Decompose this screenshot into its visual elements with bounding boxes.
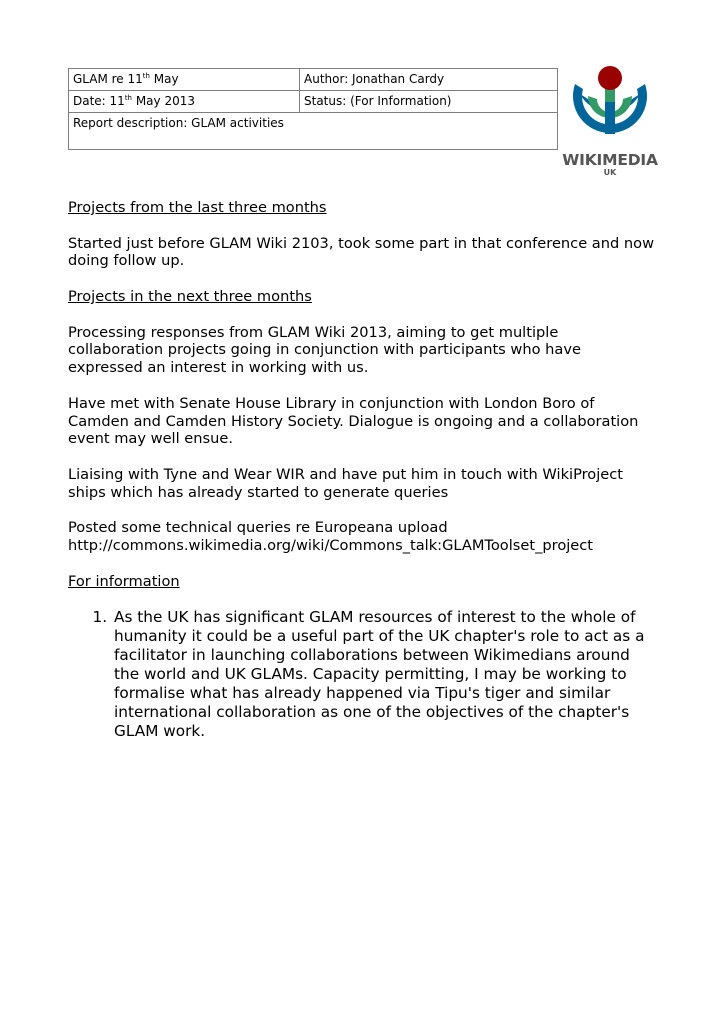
logo-stem-green: [605, 88, 615, 102]
header-row: [69, 113, 558, 150]
list-item: 1. As the UK has significant GLAM resources of interest to the whole of humanity it could be a useful part of the UK chapter's role to act as a facilitator in launching collaborations between Wikimedians around the world and UK GLAMs. Capacity permitting, I may be working to formalise what has already happened via Tipu's tiger and similar international collaboration as one of the objectives of the chapter's GLAM work.: [112, 608, 658, 741]
logo-wordmark: WIKIMEDIA: [562, 151, 658, 169]
commons-link[interactable]: http://commons.wikimedia.org/wiki/Commons_talk:GLAMToolset_project: [68, 537, 594, 555]
paragraph: Liaising with Tyne and Wear WIR and have put him in touch with WikiProject ships which has already started to generate queries: [68, 465, 624, 501]
report-description-cell: Report description: GLAM activities: [69, 113, 558, 150]
paragraph-line: Posted some technical queries re Europeana upload: [68, 519, 448, 537]
report-body: [68, 199, 658, 741]
paragraph: Started just before GLAM Wiki 2103, took some part in that conference and now doing follow up.: [68, 234, 655, 270]
header-row: [69, 69, 558, 91]
date-cell: Date: 11th May 2013: [69, 91, 300, 113]
paragraph: Have met with Senate House Library in conjunction with London Boro of Camden and Camden History Society. Dialogue is ongoing and a collaboration event may well ensue.: [68, 394, 639, 448]
section-heading-last: Projects from the last three months: [68, 199, 327, 216]
logo-red-dot: [598, 66, 622, 90]
wikimedia-uk-logo: [560, 62, 660, 184]
logo-subtitle: UK: [603, 168, 617, 177]
author-cell: Author: Jonathan Cardy: [300, 69, 558, 91]
report-header-table: [68, 68, 558, 150]
section-heading-info: For information: [68, 572, 180, 590]
paragraph: [68, 519, 658, 555]
wikimedia-logo-icon: [560, 62, 660, 152]
status-cell: Status: (For Information): [300, 91, 558, 113]
paragraph: Processing responses from GLAM Wiki 2013, aiming to get multiple collaboration projects going in conjunction with participants who have expressed an interest in working with us.: [68, 323, 581, 377]
header-row: [69, 91, 558, 113]
info-list: [68, 608, 658, 741]
report-title-cell: GLAM re 11th May: [69, 69, 300, 91]
section-heading-next: Projects in the next three months: [68, 287, 312, 305]
